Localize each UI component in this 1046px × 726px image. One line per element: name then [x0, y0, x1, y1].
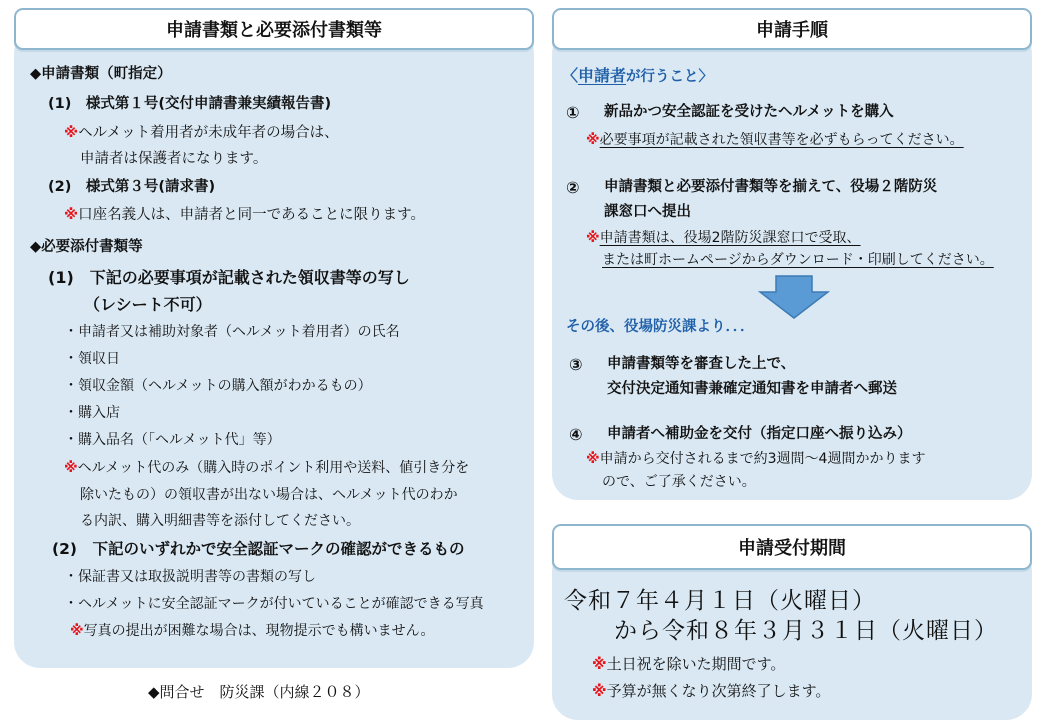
section2-item2-note: ※写真の提出が困難な場合は、現物提示でも構いません。 [70, 623, 435, 639]
section2-item2: (2) 下記のいずれかで安全認証マークの確認ができるもの [52, 540, 465, 558]
step2-number: ② [566, 178, 580, 197]
step4-note2: ので、ご了承ください。 [602, 474, 756, 490]
period-header: 申請受付期間 [552, 524, 1032, 570]
step2-line2: 課窓口へ提出 [604, 204, 691, 220]
period-note1: ※土日祝を除いた期間です。 [592, 655, 786, 673]
bullet-item: ・保証書又は取扱説明書等の書類の写し [64, 569, 316, 585]
section2-item1-line1: (1) 下記の必要事項が記載された領収書等の写し [48, 268, 410, 287]
section2-item1-line2: （レシート不可） [84, 295, 212, 314]
step1-number: ① [566, 103, 580, 122]
step2-line1: 申請書類と必要添付書類等を揃えて、役場２階防災 [604, 179, 938, 195]
section1-item1-note1: ※ヘルメット着用者が未成年者の場合は、 [64, 125, 339, 141]
section2-item1-note3: る内訳、購入明細書等を添付してください。 [80, 513, 360, 529]
bullet-item: ・購入品名（「ヘルメット代」等） [64, 432, 281, 448]
section1-item1: (1) 様式第１号(交付申請書兼実績報告書) [48, 96, 332, 112]
step3-number: ③ [569, 355, 583, 374]
step4-number: ④ [569, 425, 583, 444]
section1-title: ◆申請書類（町指定） [30, 66, 172, 82]
section2-title: ◆必要添付書類等 [30, 239, 143, 255]
bullet-item: ・領収日 [64, 351, 120, 367]
step4-text: 申請者へ補助金を交付（指定口座へ振り込み） [607, 426, 912, 442]
period-end: から令和８年３月３１日（火曜日） [614, 618, 998, 644]
step1-text: 新品かつ安全認証を受けたヘルメットを購入 [604, 104, 894, 120]
section1-item2-note: ※口座名義人は、申請者と同一であることに限ります。 [64, 207, 425, 223]
step2-note2: または町ホームページからダウンロード・印刷してください。 [602, 252, 994, 268]
period-note2: ※予算が無くなり次第終了します。 [592, 682, 831, 700]
bullet-item: ・申請者又は補助対象者（ヘルメット着用者）の氏名 [64, 324, 400, 340]
bullet-item: ・ヘルメットに安全認証マークが付いていることが確認できる写真 [64, 596, 484, 612]
after-text: その後、役場防災課より．．． [566, 319, 755, 335]
procedure-header: 申請手順 [552, 8, 1032, 50]
step1-note: ※必要事項が記載された領収書等を必ずもらってください。 [586, 132, 964, 148]
bullet-item: ・購入店 [64, 405, 120, 421]
step3-line2: 交付決定通知書兼確定通知書を申請者へ郵送 [607, 381, 897, 397]
section1-item1-note2: 申請者は保護者になります。 [80, 151, 268, 167]
section2-item1-note1: ※ヘルメット代のみ（購入時のポイント利用や送料、値引き分を [64, 460, 470, 476]
step4-note1: ※申請から交付されるまで約3週間～4週間かかります [586, 451, 926, 467]
period-start: 令和７年４月１日（火曜日） [564, 588, 876, 614]
step3-line1: 申請書類等を審査した上で、 [607, 356, 796, 372]
step2-note1: ※申請書類は、役場2階防災課窓口で受取、 [586, 230, 861, 246]
section1-item2: (2) 様式第３号(請求書) [48, 179, 216, 195]
applicant-heading: 〈申請者が行うこと〉 [562, 66, 714, 85]
bullet-item: ・領収金額（ヘルメットの購入額がわかるもの） [64, 378, 372, 394]
section2-item1-note2: 除いたもの）の領収書が出ない場合は、ヘルメット代のわか [80, 487, 458, 503]
left-header: 申請書類と必要添付書類等 [14, 8, 534, 50]
down-arrow-icon [758, 274, 830, 320]
contact-info: ◆問合せ 防災課（内線２０８） [148, 683, 370, 701]
